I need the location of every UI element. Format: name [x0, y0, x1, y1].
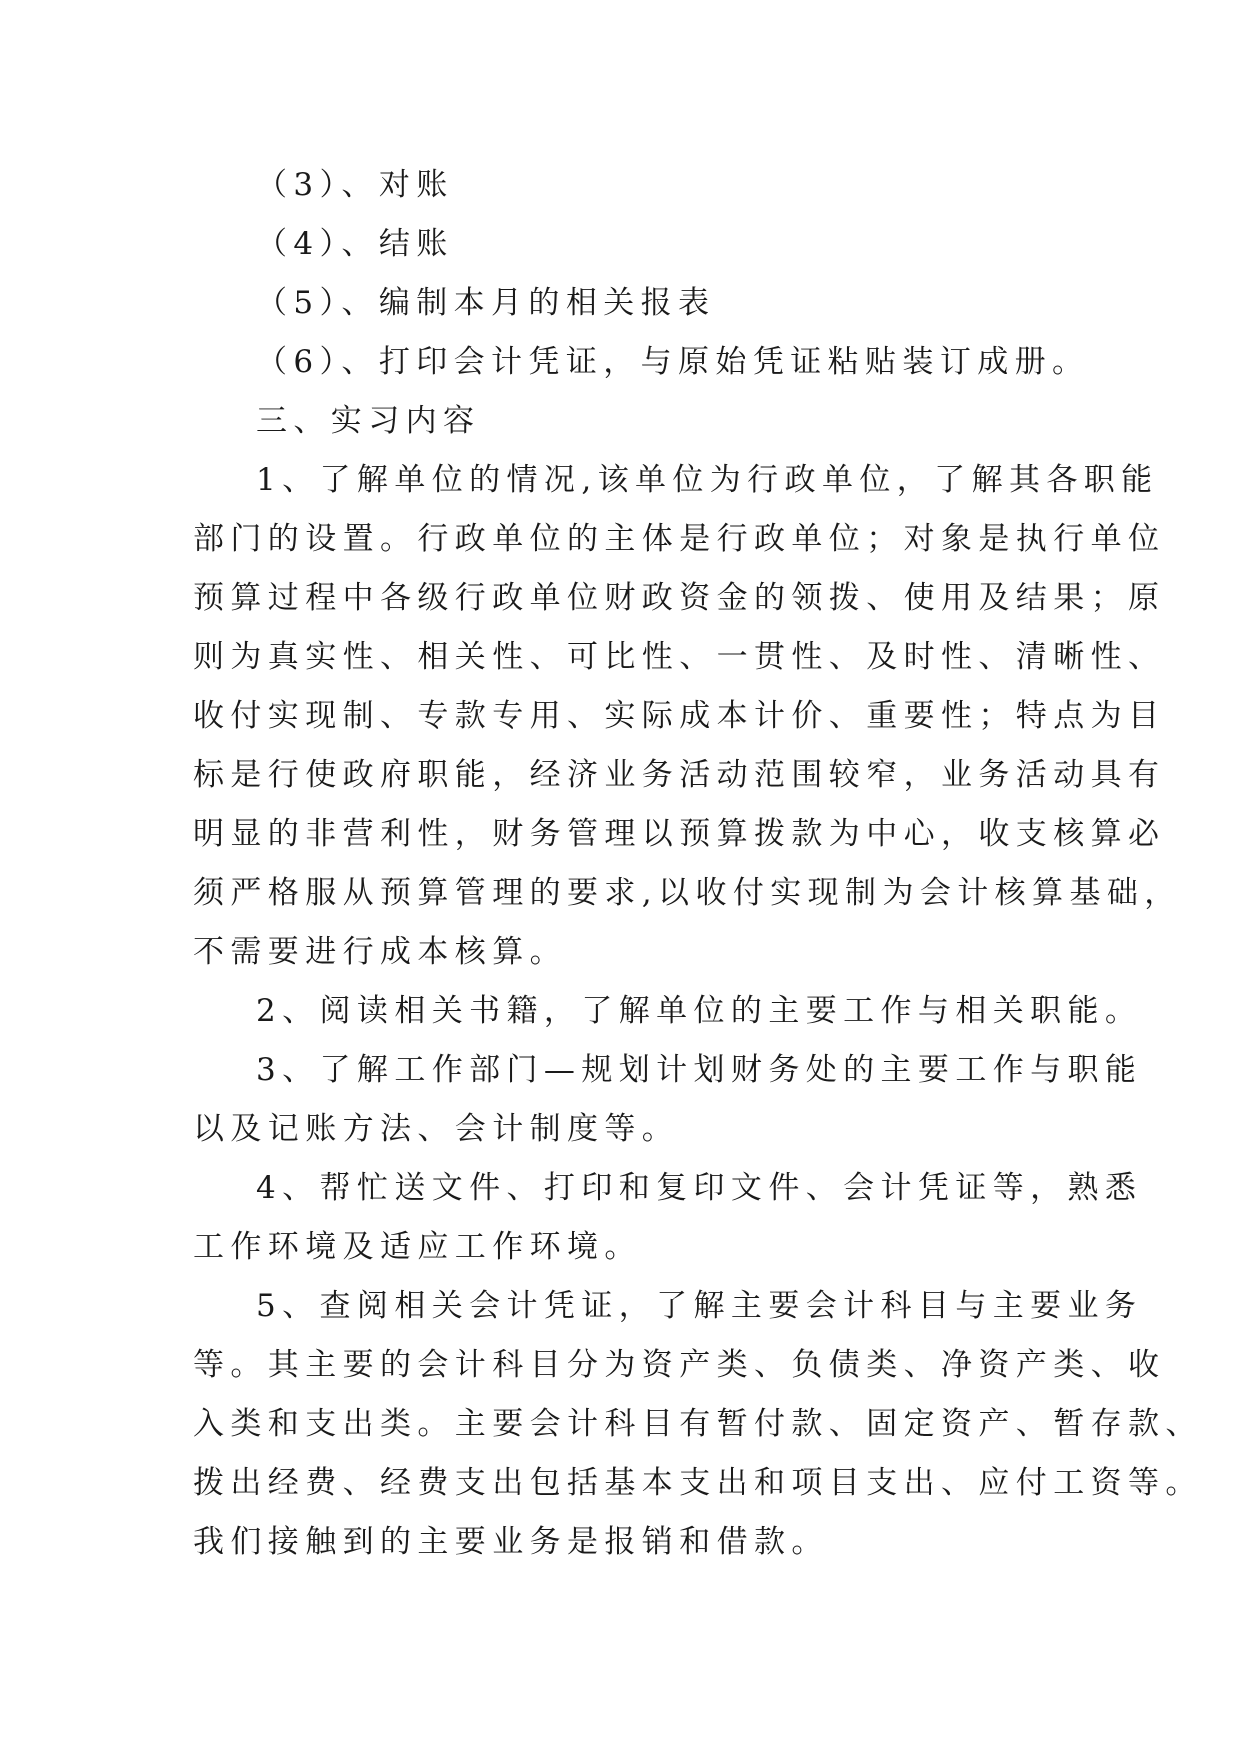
- paragraph-line: 2、阅读相关书籍，了解单位的主要工作与相关职能。: [256, 993, 1143, 1029]
- paragraph-line: 工作环境及适应工作环境。: [193, 1229, 642, 1265]
- paragraph-line: 等。其主要的会计科目分为资产类、负债类、净资产类、收: [193, 1347, 1166, 1383]
- text-line: （5）、编制本月的相关报表: [256, 285, 716, 321]
- paragraph-line: 收付实现制、专款专用、实际成本计价、重要性；特点为目: [193, 698, 1166, 734]
- paragraph-line: 明显的非营利性，财务管理以预算拨款为中心，收支核算必: [193, 816, 1166, 852]
- paragraph-line: 入类和支出类。主要会计科目有暂付款、固定资产、暂存款、: [193, 1406, 1203, 1442]
- paragraph-line: 1、了解单位的情况,该单位为行政单位，了解其各职能: [256, 462, 1159, 498]
- paragraph-line: 我们接触到的主要业务是报销和借款。: [193, 1524, 829, 1560]
- paragraph-line: 4、帮忙送文件、打印和复印文件、会计凭证等，熟悉: [256, 1170, 1143, 1206]
- paragraph-line: 以及记账方法、会计制度等。: [193, 1111, 680, 1147]
- text-line: （3）、对账: [256, 167, 454, 203]
- paragraph-line: 部门的设置。行政单位的主体是行政单位；对象是执行单位: [193, 521, 1166, 557]
- paragraph-line: 标是行使政府职能，经济业务活动范围较窄，业务活动具有: [193, 757, 1166, 793]
- paragraph-line: 则为真实性、相关性、可比性、一贯性、及时性、清晰性、: [193, 639, 1166, 675]
- text-line: （4）、结账: [256, 226, 454, 262]
- paragraph-line: 5、查阅相关会计凭证，了解主要会计科目与主要业务: [256, 1288, 1143, 1324]
- paragraph-line: 3、了解工作部门—规划计划财务处的主要工作与职能: [256, 1052, 1143, 1088]
- text-line: （6）、打印会计凭证，与原始凭证粘贴装订成册。: [256, 344, 1090, 380]
- paragraph-line: 不需要进行成本核算。: [193, 934, 567, 970]
- paragraph-line: 拨出经费、经费支出包括基本支出和项目支出、应付工资等。: [193, 1465, 1203, 1501]
- paragraph-line: 须严格服从预算管理的要求,以收付实现制为会计核算基础，: [193, 875, 1182, 911]
- paragraph-line: 预算过程中各级行政单位财政资金的领拨、使用及结果；原: [193, 580, 1166, 616]
- document-body: [193, 156, 1203, 1572]
- section-heading: 三、实习内容: [256, 403, 481, 439]
